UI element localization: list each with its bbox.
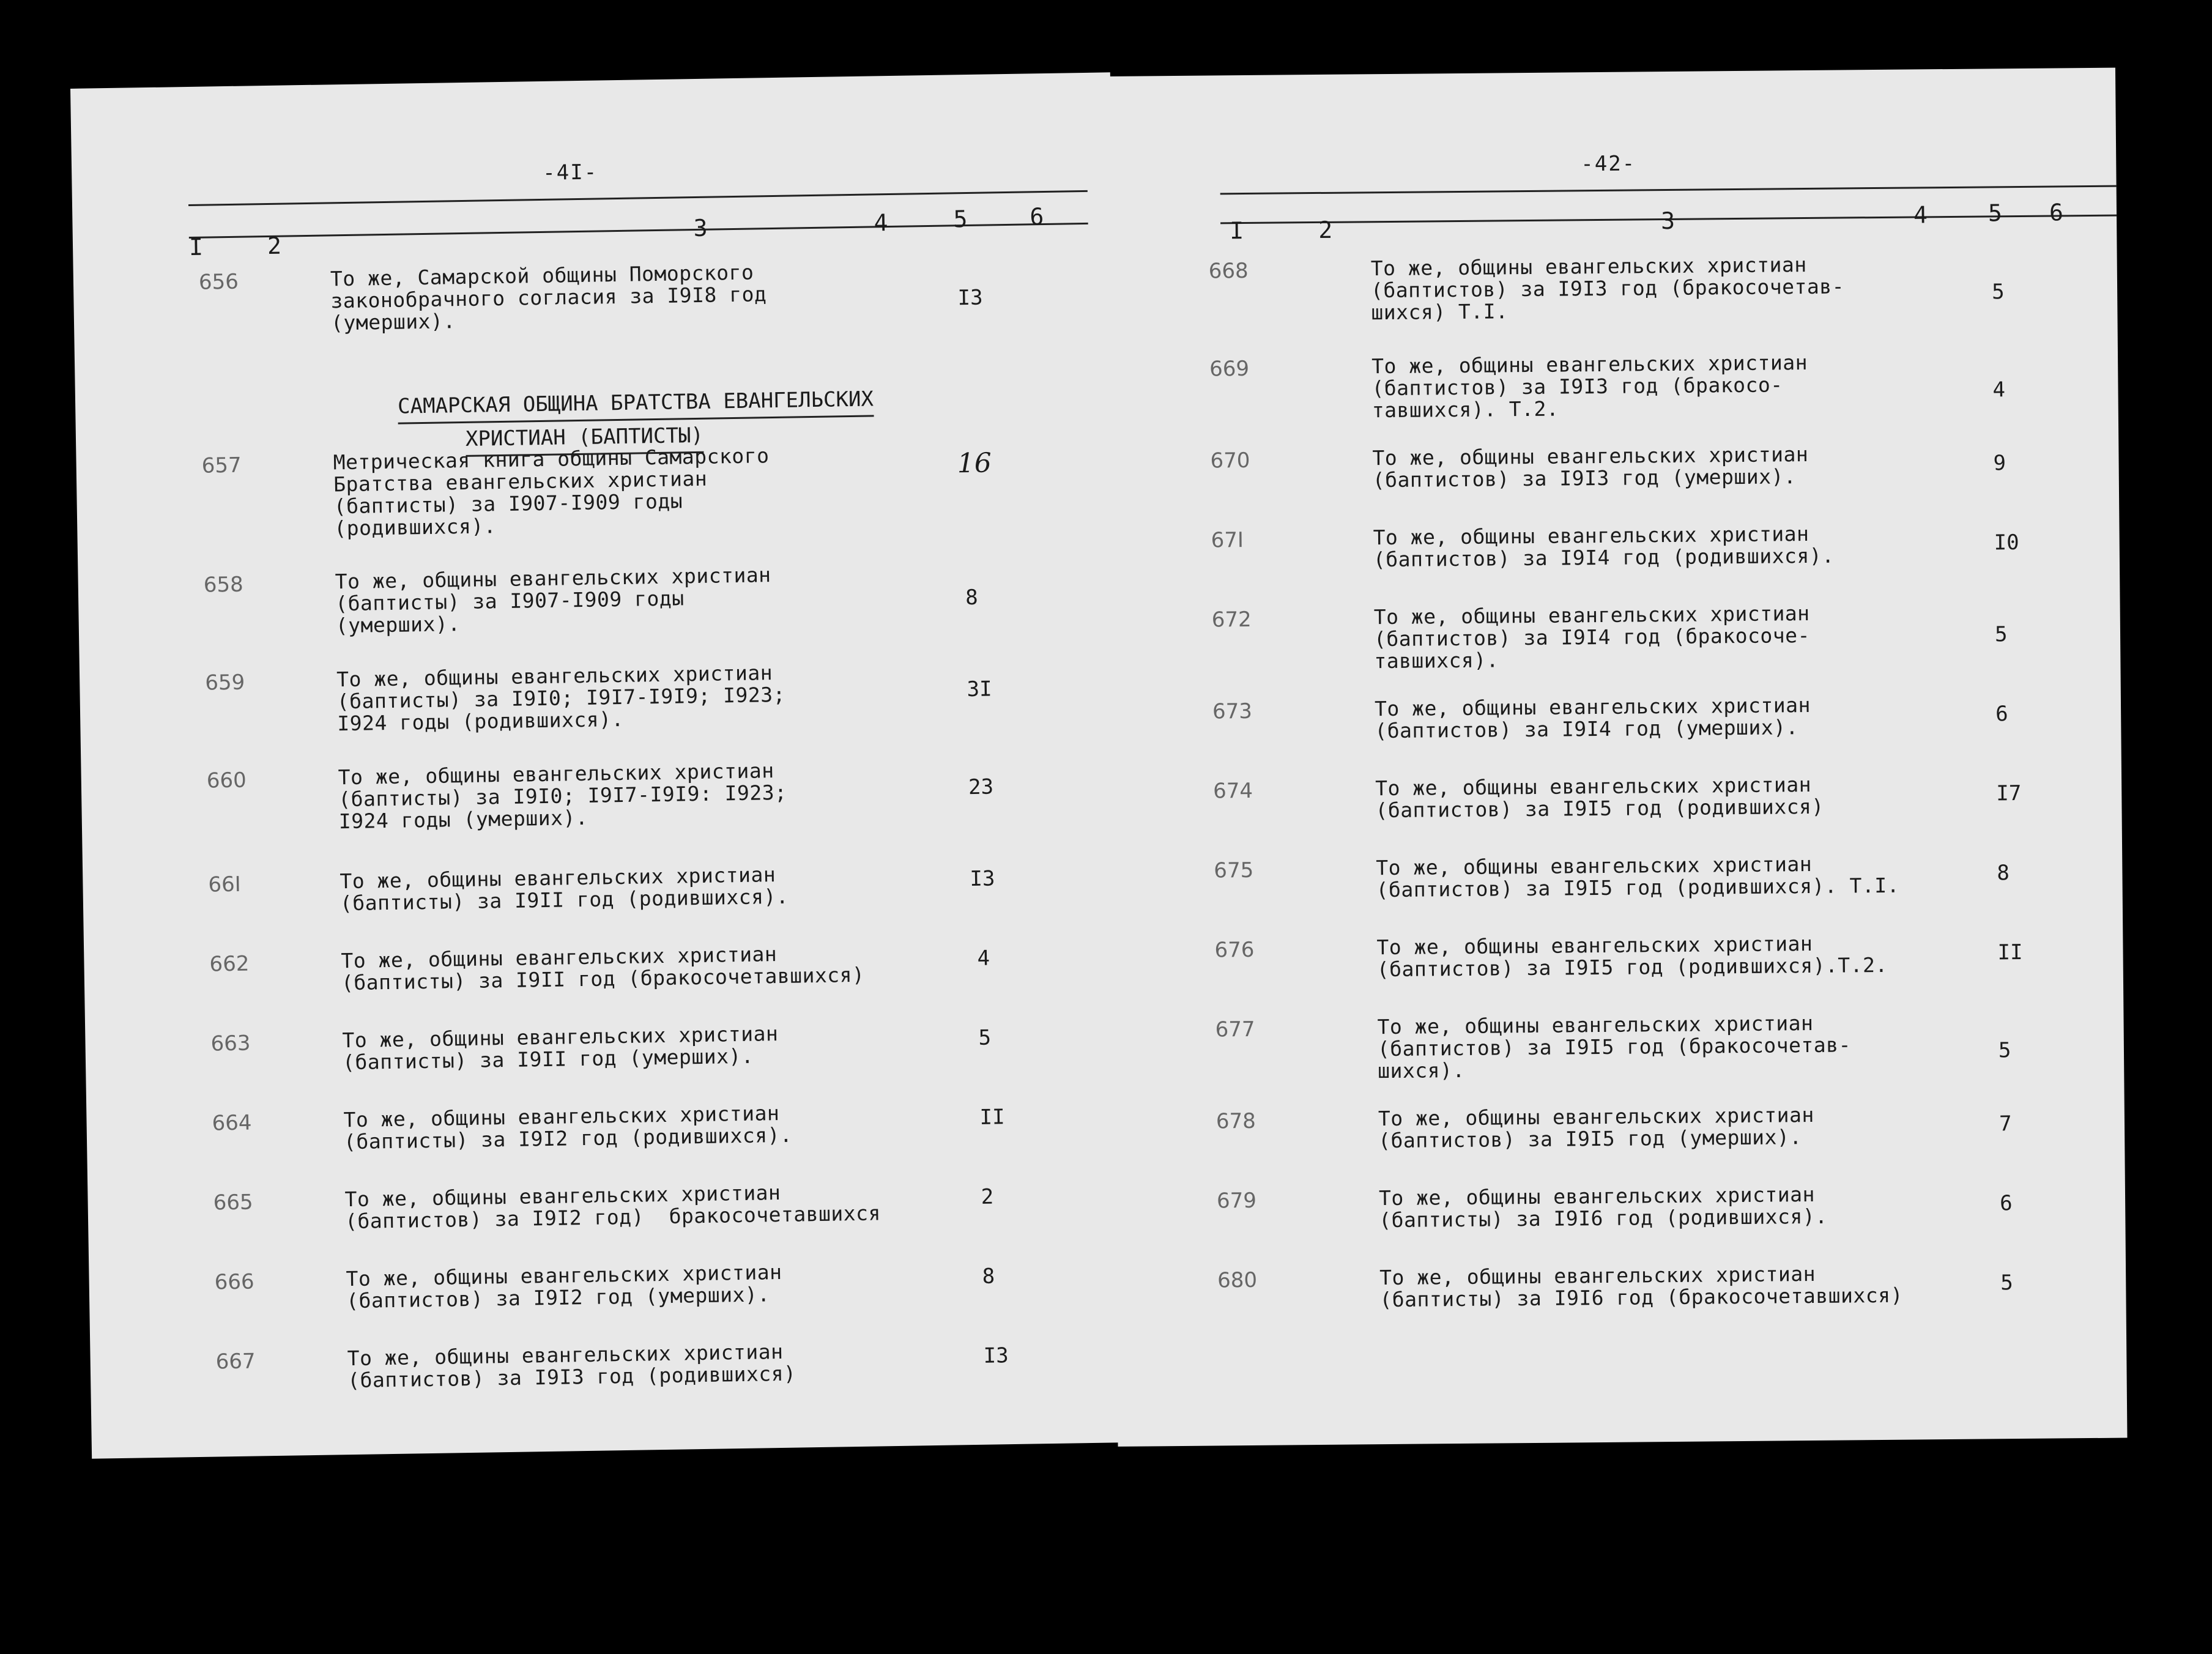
table-row [1112, 692, 2121, 743]
row-count: I3 [957, 285, 983, 311]
row-number: 677 [1215, 1017, 1255, 1042]
row-number: 668 [1208, 258, 1249, 284]
row-number: 66I [208, 872, 242, 897]
row-description: То же, общины евангельских христиан (баптистов) за I9I3 год (родившихся) [347, 1339, 796, 1393]
header-rule-top [1220, 185, 2117, 195]
col-header-2: 2 [267, 232, 282, 259]
table-row [73, 256, 1113, 335]
row-number: 663 [210, 1031, 251, 1056]
row-number: 669 [1209, 356, 1250, 382]
table-row [89, 1256, 1129, 1313]
row-description: То же, общины евангельских христиан (баптистов) за I9I5 год (родившихся). Т.I. [1376, 851, 1900, 902]
row-number: 672 [1211, 607, 1252, 632]
row-number: 680 [1217, 1267, 1258, 1293]
row-count: 5 [1994, 622, 2008, 647]
table-row [1115, 1102, 2125, 1153]
row-count: 4 [977, 946, 990, 971]
table-row [78, 558, 1118, 638]
row-description: То же, общины евангельских христиан (баптисты) за I9I0; I9I7-I9I9; I923; I924 годы (родившихся). [336, 661, 786, 736]
row-count: 5 [1998, 1038, 2011, 1063]
row-count: I3 [983, 1343, 1009, 1368]
row-number: 678 [1215, 1108, 1256, 1134]
row-count: 9 [1993, 451, 2006, 476]
table-row [81, 754, 1121, 834]
row-number: 662 [209, 951, 250, 977]
row-description: То же, общины евангельских христиан (баптисты) за I9I6 год (бракосочетавшихся) [1379, 1261, 1904, 1312]
table-row [87, 1176, 1127, 1234]
col-header-6: 6 [1030, 203, 1044, 231]
row-count: 23 [968, 774, 994, 800]
col-header-3: 3 [693, 214, 708, 242]
row-count: 5 [1991, 280, 2005, 305]
row-count: 4 [1992, 377, 2006, 402]
table-row [1108, 349, 2118, 423]
row-count: II [1997, 940, 2023, 965]
row-count: 8 [965, 585, 979, 610]
row-count: 5 [978, 1025, 992, 1050]
row-count: 8 [1997, 861, 2010, 886]
table-row [1109, 441, 2118, 492]
row-number: 657 [201, 453, 242, 478]
col-header-1: I [1230, 217, 1244, 245]
col-header-1: I [188, 233, 204, 261]
row-description: То же, общины евангельских христиан (баптисты) за I9II год (бракосочетавшихся) [341, 942, 865, 995]
left-page [70, 72, 1132, 1458]
table-row [80, 656, 1119, 736]
col-header-2: 2 [1318, 216, 1333, 243]
row-description: То же, общины евангельских христиан (баптистов) за I9I2 год (умерших). [346, 1259, 782, 1313]
row-count: 7 [1999, 1111, 2012, 1137]
row-count: 6 [1995, 702, 2008, 727]
col-header-5: 5 [1987, 199, 2003, 227]
row-description: То же, общины евангельских христиан (баптистов) за I9I2 год) бракосочетавшихся [344, 1180, 881, 1234]
row-number: 658 [203, 572, 243, 598]
row-description: То же, общины евангельских христиан (баптистов) за I9I4 год (бракосоче- тавшихся). [1373, 601, 1811, 673]
row-description: То же, общины евангельских христиан (баптистов) за I9I3 год (бракосо- тавшихся). Т.2. [1371, 350, 1808, 423]
row-number: 659 [204, 670, 245, 695]
row-count: 5 [2000, 1270, 2013, 1296]
table-row [1116, 1261, 2126, 1312]
row-description: То же, общины евангельских христиан (баптистов) за I9I5 год (умерших). [1378, 1102, 1814, 1153]
row-description: То же, общины евангельских христиан (баптистов) за I9I5 год (родившихся) [1375, 772, 1824, 823]
section-heading-line2: ХРИСТИАН (БАПТИСТЫ) [466, 420, 704, 457]
row-description: То же, общины евангельских христиан (баптисты) за I907-I909 годы (умерших). [335, 563, 771, 638]
row-description: То же, Самарской общины Поморского законобрачного согласия за I9I8 год (умерших). [330, 260, 767, 335]
header-rule-top [188, 190, 1088, 206]
row-number: 665 [213, 1190, 253, 1215]
row-description: То же, общины евангельских христиан (баптистов) за I9I4 год (родившихся). [1373, 521, 1835, 572]
row-number: 660 [206, 768, 247, 793]
row-description: То же, общины евангельских христиан (баптисты) за I9I0; I9I7-I9I9: I923; I924 годы (умерших). [338, 758, 787, 834]
row-count: I0 [1994, 530, 2019, 555]
page-number: -42- [1581, 151, 1636, 177]
row-number: 666 [214, 1269, 254, 1295]
row-count: I7 [1996, 781, 2022, 806]
row-count: 3I [967, 677, 992, 702]
table-row [1111, 600, 2120, 673]
row-description: То же, общины евангельских христиан (баптистов) за I9I5 год (родившихся).Т.2. [1376, 931, 1888, 982]
row-count: II [979, 1105, 1005, 1130]
row-number: 679 [1216, 1188, 1257, 1214]
row-number: 674 [1213, 778, 1253, 804]
row-count-handwritten: 16 [957, 447, 992, 480]
table-row [1114, 1010, 2123, 1083]
table-row [1116, 1181, 2125, 1233]
row-description: То же, общины евангельских христиан (баптисты) за I9II год (родившихся). [340, 862, 789, 916]
col-header-6: 6 [2049, 199, 2064, 226]
row-description: То же, общины евангельских христиан (баптистов) за I9I5 год (бракосочетав- шихся). [1377, 1011, 1852, 1083]
row-description: То же, общины евангельских христиан (баптисты) за I9I2 год (родившихся). [343, 1100, 793, 1154]
row-description: То же, общины евангельских христиан (баптистов) за I9I4 год (умерших). [1374, 692, 1811, 743]
row-number: 656 [198, 269, 239, 295]
row-count: 8 [982, 1264, 995, 1289]
row-number: 664 [212, 1110, 252, 1136]
table-row [90, 1335, 1130, 1393]
row-number: 667 [215, 1349, 256, 1374]
table-row [1112, 771, 2121, 823]
row-number: 673 [1212, 699, 1253, 724]
table-row [1113, 851, 2122, 902]
row-number: 676 [1214, 937, 1255, 963]
table-row [85, 1017, 1125, 1075]
col-header-3: 3 [1660, 207, 1676, 235]
row-count: I3 [970, 866, 995, 892]
row-number: 675 [1214, 858, 1254, 883]
col-header-5: 5 [953, 205, 968, 233]
row-number: 67I [1211, 528, 1244, 553]
table-row [84, 938, 1124, 995]
table-row [86, 1097, 1126, 1154]
row-description: То же, общины евангельских христиан (баптистов) за I9I3 год (бракосочетав- шихся) Т.I. [1370, 253, 1845, 325]
table-row [1108, 251, 2117, 325]
col-header-4: 4 [1913, 201, 1928, 229]
table-row [1113, 930, 2123, 982]
table-row [83, 858, 1123, 916]
row-count: 2 [981, 1184, 994, 1209]
row-description: То же, общины евангельских христиан (баптисты) за I9I6 год (родившихся). [1378, 1182, 1828, 1233]
table-row [1110, 521, 2119, 572]
row-description: То же, общины евангельских христиан (баптистов) за I9I3 год (умерших). [1372, 442, 1809, 492]
row-count: 6 [1999, 1191, 2013, 1216]
row-description: То же, общины евангельских христиан (баптисты) за I9II год (умерших). [342, 1022, 779, 1075]
right-page [1106, 68, 2127, 1447]
row-number: 670 [1210, 448, 1250, 473]
page-number: -4I- [542, 160, 598, 185]
row-description: Метрическая книга общины Самарского Братства евангельских христиан (баптисты) за I907-I909 годы (родившихся). [333, 443, 770, 541]
section-heading-line1: САМАРСКАЯ ОБЩИНА БРАТСТВА ЕВАНГЕЛЬСКИХ [398, 383, 874, 424]
col-header-4: 4 [874, 209, 888, 237]
